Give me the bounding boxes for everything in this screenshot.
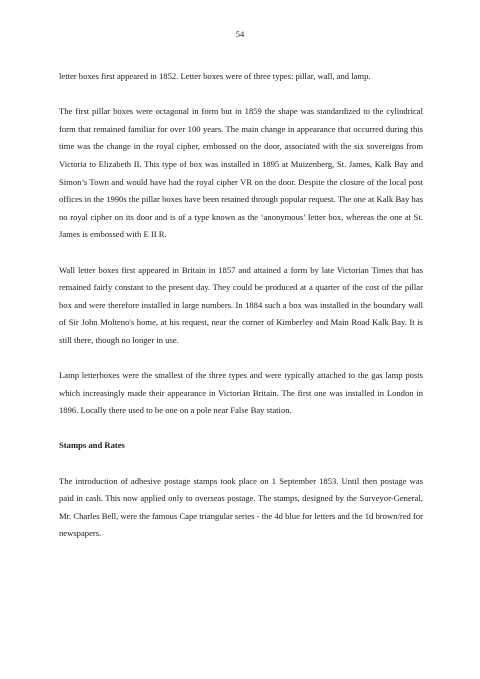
paragraph-spacer xyxy=(59,350,423,368)
paragraph-stamps-and-rates: The introduction of adhesive postage stamps took place on 1 September 1853. Until then postage was paid in cash. This now applied only to overseas postage. The stamps, designed by the Surveyor-General, Mr. Charles Bell, were the famous Cape triangular series - the 4d blue for letters and the 1d brown/red for newspapers. xyxy=(59,475,423,539)
paragraph-letter-boxes-intro: letter boxes first appeared in 1852. Letter boxes were of three types: pillar, wall, and lamp. xyxy=(59,71,371,81)
paragraph-lamp-letterboxes: Lamp letterboxes were the smallest of the three types and were typically attached to the gas lamp posts which increasingly made their appearance in Victorian Britain. The first one was installed in London in 1896. Locally there used to be one on a pole near False Bay station. xyxy=(59,370,423,416)
paragraph-spacer xyxy=(59,420,423,438)
paragraph-spacer xyxy=(59,244,423,262)
section-heading: Stamps and Rates xyxy=(59,440,125,451)
paragraph-wall-letter-boxes: Wall letter boxes first appeared in Britain in 1857 and attained a form by late Victorian Times that has remained fairly constant to the present day. They could be produced at a quarter of the cost of the pillar box and were therefore installed in large numbers. In 1884 such a box was installed in the boundary wall of Sir John Molteno's home, at his request, near the corner of Kimberley and Main Road Kalk Bay. It is still there, though no longer in use. xyxy=(59,264,423,345)
paragraph-spacer xyxy=(59,455,423,473)
page-number: 54 xyxy=(235,29,245,39)
paragraph-spacer xyxy=(59,86,423,104)
body-text xyxy=(59,68,423,543)
paragraph-pillar-boxes: The first pillar boxes were octagonal in form but in 1859 the shape was standardized to the cylindrical form that remained familiar for over 100 years. The main change in appearance that occurred during this time was the change in the royal cipher, embossed on the door, associated with the six sovereigns from Victoria to Elizabeth II. This type of box was installed in 1895 at Muizenberg, St. James, Kalk Bay and Simon’s Town and would have had the royal cipher VR on the door. Despite the closure of the local post offices in the 1990s the pillar boxes have been retained through popular request. The one at Kalk Bay has no royal cipher on its door and is of a type known as the ‘anonymous’ letter box, whereas the one at St. James is embossed with E II R. xyxy=(59,106,423,240)
